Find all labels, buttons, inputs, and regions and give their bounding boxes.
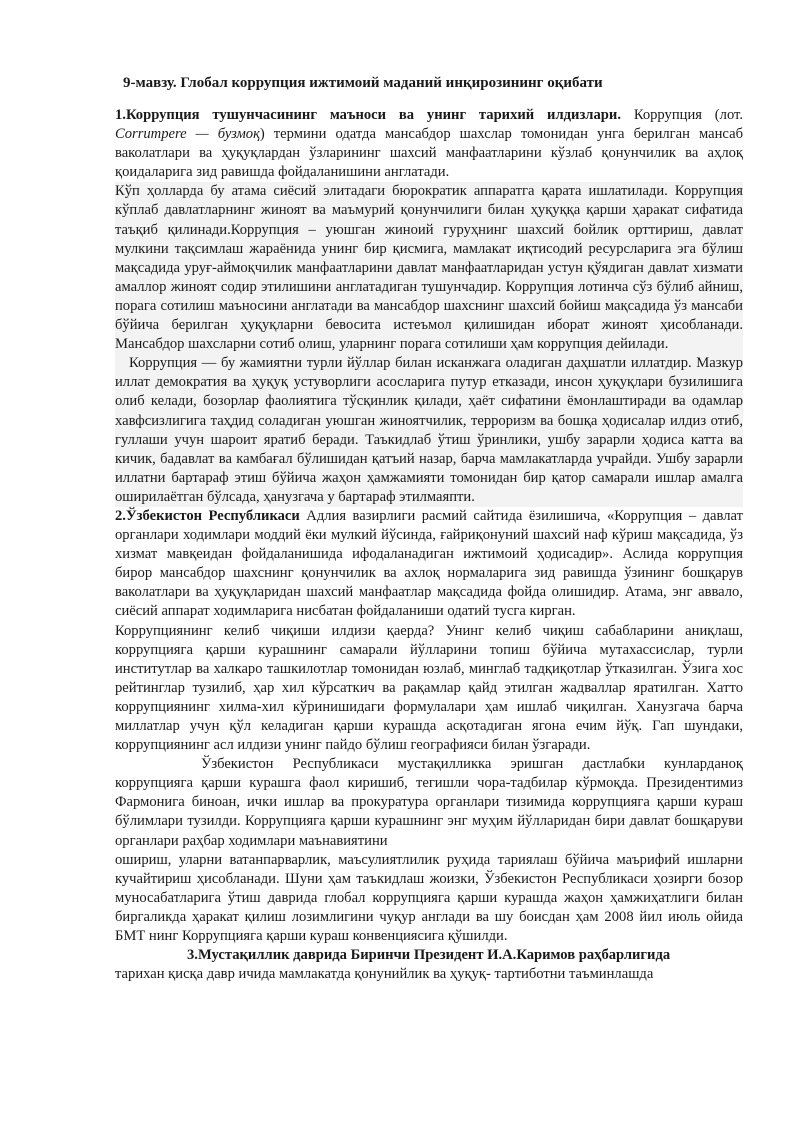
paragraph-6b: ошириш, уларни ватанпарварлик, маъсулиятлилик руҳида тариялаш бўйича маърифий ишларни кучайтириш ҳисобланади. Шуни ҳам таъкидлаш жоизки, Ўзбекистон Республикаси ҳозирги бозор муносабатларига ўтиш даврида глобал коррупцияга қарши курашда жаҳон ҳамжиҳатлиги билан биргаликда ҳаракат қилиш лозимлигини чуқур англади ва шу боисдан ҳам 2008 йил июль ойида БМТ нинг Коррупцияга қарши кураш конвенциясига қўшилди. xyxy=(115,851,743,945)
section-heading-2: 2.Ўзбекистон Республикаси xyxy=(115,507,300,524)
paragraph-5: Коррупциянинг келиб чиқиши илдизи қаерда? Унинг келиб чиқиш сабабларини аниқлаш, коррупцияга қарши курашнинг самарали йўлларини топиш бўйича мутахассислар, турли институтлар ва халкаро ташкилотлар томонидан юзлаб, минглаб тадқиқотлар ўтказилган. Ўзига хос рейтинглар тузилиб, ҳар хил кўрсаткич ва рақамлар қайд этилган жадваллар яратилган. Хатто коррупциянинг хилма-хил кўринишидаги формулалари ҳам ишлаб чиқилган. Ханузгача барча миллатлар учун қўл келадиган қарши курашда асқотадиган ягона ечим йўқ. Гап шундаки, коррупциянинг асл илдизи унинг пайдо бўлиш географияси билан ўзгаради. xyxy=(115,622,743,754)
paragraph-7: тарихан қисқа давр ичида мамлакатда қонунийлик ва ҳуқуқ- тартиботни таъминлашда xyxy=(115,966,654,983)
paragraph-2: Кўп ҳолларда бу атама сиёсий элитадаги бюрократик аппаратга қарата ишлатилади. Коррупция кўплаб давлатларнинг жиноят ва маъмурий қонунчилиги билан ҳуқуққа қарши ҳаракат сифатида таъқиб қилинади.Коррупция – уюшган жиноий гуруҳнинг шахсий бойлик орттириш, давлат мулкини тақсимлаш жараёнида унинг бир қисмига, мамлакат иқтисодий ресурсларига эга бўлиш мақсадида уруғ-аймоқчилик манфаатларини давлат манфаатларидан устун қўядиган давлат хизмати амаллор жиноят содир этилишини англатадиган тушунчадир. Коррупция лотинча сўз бўлиб айниш, порага сотилиш маъносини англатади ва мансабдор шахснинг шахсий бойиш мақсадида ўз мансаби бўйича берилган ҳуқуқларни бевосита истеъмол қилишидан иборат жиноят ҳисобланади. Мансабдор шахсларни сотиб олиш, уларнинг порага сотилиши ҳам коррупция дейилади. xyxy=(115,182,743,354)
section-heading-3 xyxy=(115,946,743,965)
latin-term: Corrumpere — бузмоқ xyxy=(115,126,260,143)
document-page xyxy=(115,72,743,984)
paragraph-1-text-a: Коррупция (лот. xyxy=(620,107,743,123)
section-heading-3-text: 3.Мустақиллик даврида Биринчи Президент И.А.Каримов раҳбарлигида xyxy=(187,947,671,964)
paragraph-3: Коррупция — бу жамиятни турли йўллар билан исканжага оладиган даҳшатли иллатдир. Мазкур иллат демократия ва ҳуқуқ устуворлиги асосларига путур етказади, инсон ҳуқуқлари бузилишига олиб келади, бозорлар фаолиятига тўсқинлик қилади, ҳаёт сифатини ёмонлаштиради ва одамлар хавфсизлигига таҳдид соладиган уюшган жиноятчилик, терроризм ва бошқа ҳодисалар илдиз отиб, гуллаши учун шароит яратиб беради. Таъкидлаб ўтиш ўринлики, ушбу зарарли ҳодиса катта ва кичик, бадавлат ва камбағал бўлишидан қатъий назар, барча мамлакатларда учрайди. Ушбу зарарли иллатни бартараф этиш бўйича жаҳон ҳамжамияти томонидан бир қатор самарали ишлар амалга оширилаётган бўлсада, ҳанузгача у бартараф этилмаяпти. xyxy=(115,354,743,507)
section-heading-1: 1.Коррупция тушунчасининг маъноси ва унинг тарихий илдизлари. xyxy=(115,107,621,123)
paragraph-1 xyxy=(115,106,743,182)
paragraph-6a: Ўзбекистон Республикаси мустақилликка эришган дастлабки кунларданоқ коррупцияга қарши курашга фаол киришиб, тегишли чора-тадбилар кўрмоқда. Президентимиз Фармонига биноан, ички ишлар ва прокуратура органлари тизимида коррупцияга қарши кураш бўлимлари тузилди. Коррупцияга қарши курашнинг энг муҳим йўлларидан бири давлат бошқаруви органлари раҳбар ходимлари маънавиятини xyxy=(115,756,743,849)
document-title: 9-мавзу. Глобал коррупция ижтимоий маданий инқирозининг оқибати xyxy=(123,75,603,91)
paragraph-1-text-b: ) термини одатда мансабдор шахслар томонидан унга берилган мансаб ваколатлари ва ҳуқуқлардан ўзларининг шахсий манфаатларини кўзлаб қонунчилик ва аҳлоқ қоидаларига зид равишда фойдаланишини англатади. xyxy=(115,126,743,181)
paragraph-4 xyxy=(115,507,743,622)
paragraph-4-text: Адлия вазирлиги расмий сайтида ёзилишича, «Коррупция – давлат органлари ходимлари моддий ёки мулкий йўсинда, ғайриқонуний шахсий наф кўриш мақсадида, ўз хизмат мавқеидан фойдаланишида ифодаланадиган ижтимоий ҳодисадир». Аслида коррупция бирор мансабдор шахснинг қонунчилик ва ахлоқ нормаларига зид равишда ўзининг бошқарув ваколатлари ва ҳуқуқларидан шахсий манфаатлар мақсадида фойда олишидир. Атама, энг аввало, сиёсий аппарат ходимларига нисбатан фойдаланиши одатий тусга кирган. xyxy=(115,507,743,620)
